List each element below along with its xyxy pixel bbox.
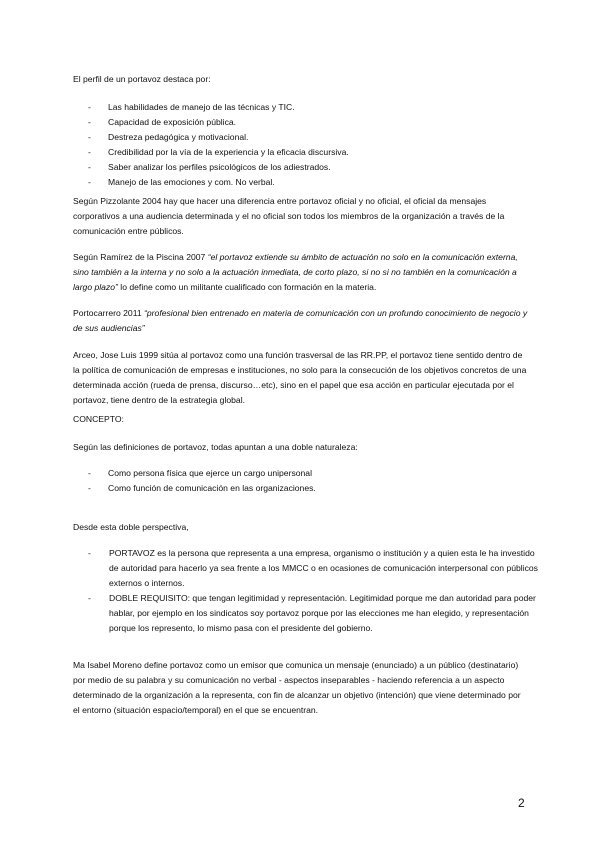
section-heading: CONCEPTO: <box>73 414 124 424</box>
skills-list <box>88 100 349 190</box>
quote-text: “el portavoz extiende su ámbito de actuación no solo en la comunicación externa, sino también a la interna y no solo a la actuación inmediata, de corto plazo, si no si no también en la comunicación a largo plazo” <box>73 252 518 292</box>
quote-text: “profesional bien entrenado en materia de comunicación con un profundo conocimiento de negocio y de sus audiencias” <box>73 308 528 333</box>
page-number: 2 <box>518 796 525 810</box>
citation-lead: Según Ramírez de la Piscina 2007 <box>73 252 206 262</box>
list-item: - Manejo de las emociones y com. No verbal. <box>88 177 275 187</box>
paragraph-desde: Desde esta doble perspectiva, <box>73 522 189 532</box>
list-item: - Las habilidades de manejo de las técnicas y TIC. <box>88 102 295 112</box>
citation-tail: lo define como un militante cualificado con formación en la materia. <box>120 282 377 292</box>
paragraph-definiciones: Según las definiciones de portavoz, todas apuntan a una doble naturaleza: <box>73 442 358 452</box>
list-item: - Capacidad de exposición pública. <box>88 117 237 127</box>
list-item: - Saber analizar los perfiles psicológicos de los adiestrados. <box>88 162 331 172</box>
paragraph-arceo: Arceo, Jose Luis 1999 sitúa al portavoz como una función trasversal de las RR.PP, el portavoz tiene sentido dentro de la política de comunicación de empresas e instituciones, no solo para la consecución de los objetivos concretos de una determinada acción (rueda de prensa, discurso…etc), sino en el papel que esa acción en particular ejecutada por el portavoz, tiene dentro de la estrategia global. <box>73 350 527 405</box>
perspectiva-list <box>88 546 539 636</box>
naturaleza-list <box>88 466 316 496</box>
list-item: - Destreza pedagógica y motivacional. <box>88 132 249 142</box>
list-item: - Como función de comunicación en las organizaciones. <box>88 483 316 493</box>
list-item: - DOBLE REQUISITO: que tengan legitimidad y representación. Legitimidad porque me dan autoridad para poder hablar, por ejemplo en los sindicatos soy portavoz porque por las elecciones me han elegido, y representación porque los represento, lo mismo pasa con el presidente del gobierno. <box>88 593 536 633</box>
list-item: - PORTAVOZ es la persona que representa a una empresa, organismo o institución y a quien esta le ha investido de autoridad para hacerlo ya sea frente a los MMCC o en ocasiones de comunicación interpersonal con públicos externos o internos. <box>88 548 538 588</box>
intro-text: El perfil de un portavoz destaca por: <box>73 74 211 84</box>
list-item: - Como persona física que ejerce un cargo unipersonal <box>88 468 312 478</box>
citation-lead: Portocarrero 2011 <box>73 308 142 318</box>
list-item: - Credibilidad por la vía de la experiencia y la eficacia discursiva. <box>88 147 349 157</box>
paragraph-pizzolante: Según Pizzolante 2004 hay que hacer una diferencia entre portavoz oficial y no oficial, el oficial da mensajes corporativos a una audiencia determinada y el no oficial son todos los miembros de la organización a través de la comunicación entre públicos. <box>73 196 505 236</box>
paragraph-ramirez <box>73 250 529 295</box>
paragraph-moreno: Ma Isabel Moreno define portavoz como un emisor que comunica un mensaje (enunciado) a un público (destinatario) por medio de su palabra y su comunicación no verbal - aspectos inseparables - haciendo referencia a un aspecto determinado de la organización a la representa, con fin de alcanzar un objetivo (intención) que viene determinado por el entorno (situación espacio/temporal) en el que se encuentran. <box>73 660 521 715</box>
paragraph-portocarrero <box>73 306 529 336</box>
